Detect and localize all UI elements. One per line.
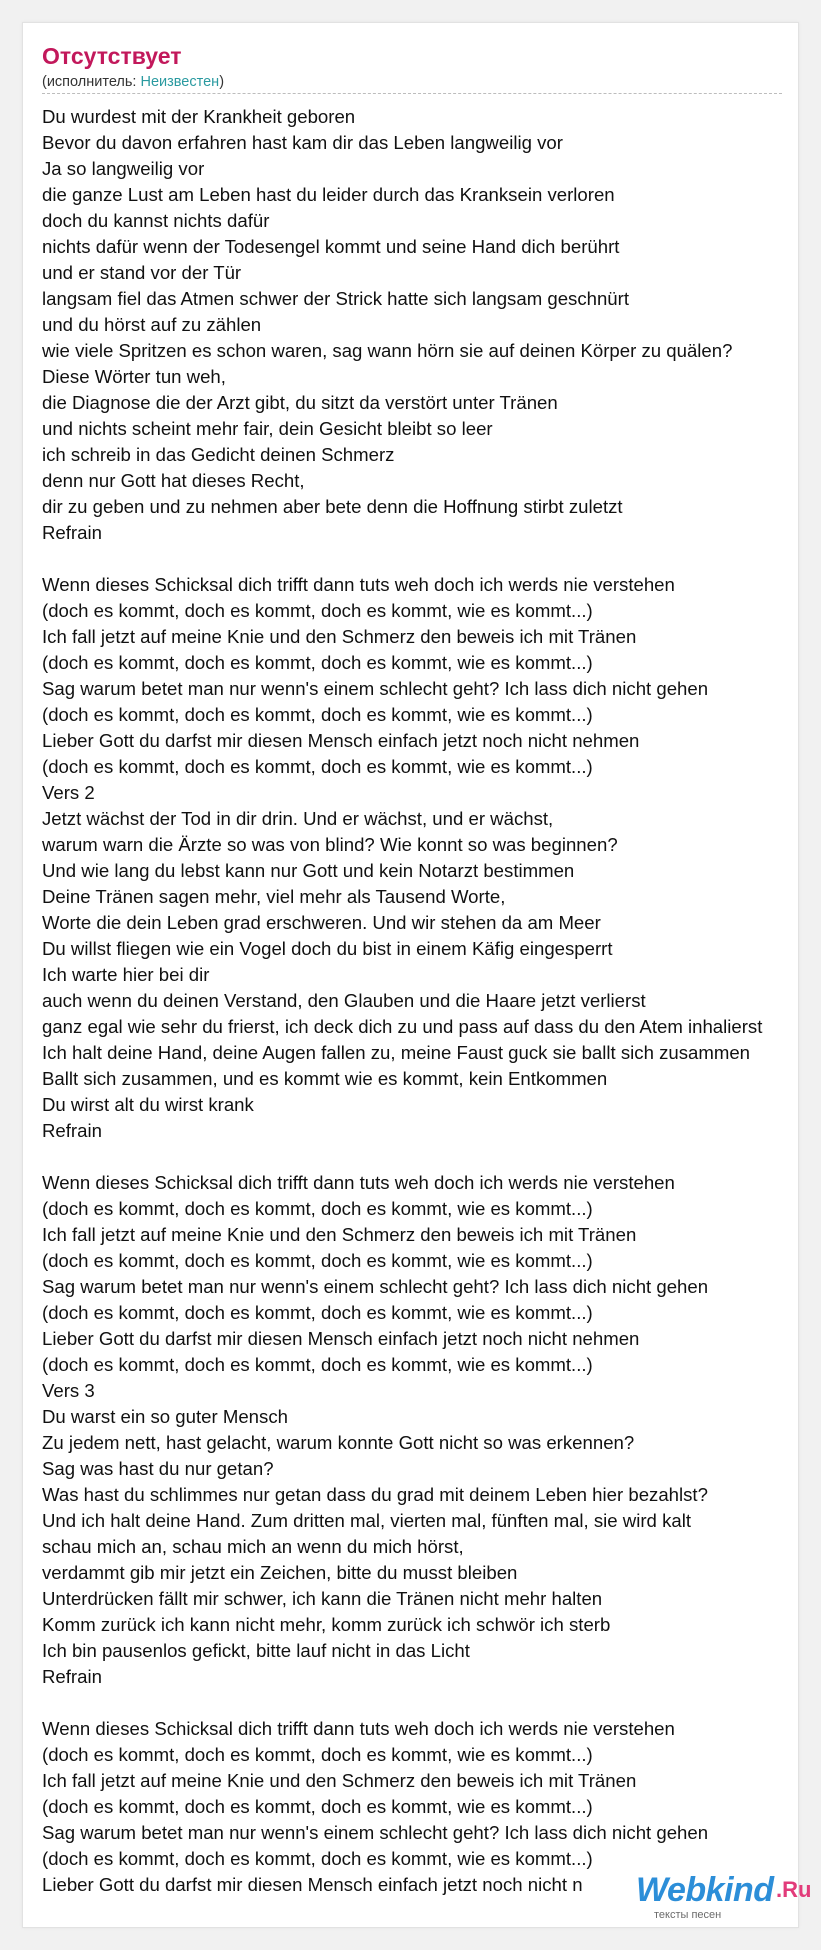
title-divider xyxy=(42,93,782,94)
lyric-line: wie viele Spritzen es schon waren, sag wann hörn sie auf deinen Körper zu quälen? xyxy=(42,340,733,361)
lyric-line: Refrain xyxy=(42,1120,102,1141)
song-title: Отсутствует xyxy=(42,43,182,69)
lyric-line: Komm zurück ich kann nicht mehr, komm zurück ich schwör ich sterb xyxy=(42,1614,611,1635)
lyric-line xyxy=(42,546,802,572)
lyric-line: Ich fall jetzt auf meine Knie und den Schmerz den beweis ich mit Tränen xyxy=(42,626,637,647)
lyric-line: ich schreib in das Gedicht deinen Schmerz xyxy=(42,444,395,465)
lyric-line: Du wurdest mit der Krankheit geboren xyxy=(42,106,356,127)
lyric-line: Was hast du schlimmes nur getan dass du grad mit deinem Leben hier bezahlst? xyxy=(42,1484,708,1505)
lyric-line: die Diagnose die der Arzt gibt, du sitzt da verstört unter Tränen xyxy=(42,392,558,413)
lyric-line: Du warst ein so guter Mensch xyxy=(42,1406,288,1427)
lyric-line: und du hörst auf zu zählen xyxy=(42,314,262,335)
lyric-line: Ich bin pausenlos gefickt, bitte lauf nicht in das Licht xyxy=(42,1640,470,1661)
artist-suffix: ) xyxy=(219,74,225,90)
lyric-line: Zu jedem nett, hast gelacht, warum konnte Gott nicht so was erkennen? xyxy=(42,1432,635,1453)
lyric-line: (doch es kommt, doch es kommt, doch es kommt, wie es kommt...) xyxy=(42,1848,593,1869)
lyric-line: Jetzt wächst der Tod in dir drin. Und er wächst, und er wächst, xyxy=(42,808,554,829)
logo-tagline: тексты песен xyxy=(654,1909,722,1921)
lyric-line: Du willst fliegen wie ein Vogel doch du bist in einem Käfig eingesperrt xyxy=(42,938,613,959)
lyric-line: Ich fall jetzt auf meine Knie und den Schmerz den beweis ich mit Tränen xyxy=(42,1770,637,1791)
lyric-line: Lieber Gott du darfst mir diesen Mensch einfach jetzt noch nicht nehmen xyxy=(42,1328,640,1349)
lyric-line: warum warn die Ärzte so was von blind? Wie konnt so was beginnen? xyxy=(42,834,618,855)
lyric-line: Lieber Gott du darfst mir diesen Mensch einfach jetzt noch nicht nehmen xyxy=(42,730,640,751)
lyric-line: Ich halt deine Hand, deine Augen fallen zu, meine Faust guck sie ballt sich zusammen xyxy=(42,1042,751,1063)
lyric-line: (doch es kommt, doch es kommt, doch es kommt, wie es kommt...) xyxy=(42,1796,593,1817)
lyric-line: denn nur Gott hat dieses Recht, xyxy=(42,470,305,491)
lyric-line: langsam fiel das Atmen schwer der Strick hatte sich langsam geschnürt xyxy=(42,288,630,309)
lyric-line: ganz egal wie sehr du frierst, ich deck dich zu und pass auf dass du den Atem inhalierst xyxy=(42,1016,763,1037)
lyric-line: Unterdrücken fällt mir schwer, ich kann die Tränen nicht mehr halten xyxy=(42,1588,603,1609)
lyric-line xyxy=(42,1690,802,1716)
lyric-line: Du wirst alt du wirst krank xyxy=(42,1094,254,1115)
lyric-line: Wenn dieses Schicksal dich trifft dann tuts weh doch ich werds nie verstehen xyxy=(42,574,675,595)
lyric-line: Sag warum betet man nur wenn's einem schlecht geht? Ich lass dich nicht gehen xyxy=(42,1276,709,1297)
lyric-line: Wenn dieses Schicksal dich trifft dann tuts weh doch ich werds nie verstehen xyxy=(42,1172,675,1193)
lyric-line: verdammt gib mir jetzt ein Zeichen, bitte du musst bleiben xyxy=(42,1562,518,1583)
lyric-line: doch du kannst nichts dafür xyxy=(42,210,270,231)
lyric-line: Vers 3 xyxy=(42,1380,95,1401)
lyric-line: (doch es kommt, doch es kommt, doch es kommt, wie es kommt...) xyxy=(42,652,593,673)
lyric-line: Und wie lang du lebst kann nur Gott und kein Notarzt bestimmen xyxy=(42,860,575,881)
lyric-line: (doch es kommt, doch es kommt, doch es kommt, wie es kommt...) xyxy=(42,1250,593,1271)
lyric-line: Deine Tränen sagen mehr, viel mehr als Tausend Worte, xyxy=(42,886,506,907)
lyric-line: Wenn dieses Schicksal dich trifft dann tuts weh doch ich werds nie verstehen xyxy=(42,1718,675,1739)
artist-prefix: (исполнитель: xyxy=(42,74,141,90)
logo-domain: .Ru xyxy=(776,1877,812,1902)
lyric-line: Bevor du davon erfahren hast kam dir das Leben langweilig vor xyxy=(42,132,563,153)
lyric-line: Ich fall jetzt auf meine Knie und den Schmerz den beweis ich mit Tränen xyxy=(42,1224,637,1245)
lyric-line xyxy=(42,1144,802,1170)
lyric-line: Lieber Gott du darfst mir diesen Mensch einfach jetzt noch nicht n xyxy=(42,1874,583,1895)
lyric-line: (doch es kommt, doch es kommt, doch es kommt, wie es kommt...) xyxy=(42,1354,593,1375)
lyric-line: Diese Wörter tun weh, xyxy=(42,366,226,387)
lyric-line: (doch es kommt, doch es kommt, doch es kommt, wie es kommt...) xyxy=(42,600,593,621)
webkind-logo[interactable] xyxy=(636,1871,812,1925)
lyric-line: Sag warum betet man nur wenn's einem schlecht geht? Ich lass dich nicht gehen xyxy=(42,1822,709,1843)
lyrics-text xyxy=(42,104,802,1898)
lyric-line: Vers 2 xyxy=(42,782,95,803)
lyric-line: Refrain xyxy=(42,1666,102,1687)
lyric-line: Worte die dein Leben grad erschweren. Und wir stehen da am Meer xyxy=(42,912,601,933)
lyric-line: Ja so langweilig vor xyxy=(42,158,205,179)
lyric-line: (doch es kommt, doch es kommt, doch es kommt, wie es kommt...) xyxy=(42,704,593,725)
lyric-line: Sag was hast du nur getan? xyxy=(42,1458,274,1479)
lyrics-card xyxy=(22,22,812,1928)
lyric-line: schau mich an, schau mich an wenn du mich hörst, xyxy=(42,1536,464,1557)
lyric-line: (doch es kommt, doch es kommt, doch es kommt, wie es kommt...) xyxy=(42,756,593,777)
lyric-line: Ballt sich zusammen, und es kommt wie es kommt, kein Entkommen xyxy=(42,1068,608,1089)
lyric-line: die ganze Lust am Leben hast du leider durch das Kranksein verloren xyxy=(42,184,615,205)
lyric-line: (doch es kommt, doch es kommt, doch es kommt, wie es kommt...) xyxy=(42,1302,593,1323)
lyric-line: (doch es kommt, doch es kommt, doch es kommt, wie es kommt...) xyxy=(42,1744,593,1765)
logo-wordmark: Webkind xyxy=(636,1871,774,1909)
lyric-line: Ich warte hier bei dir xyxy=(42,964,210,985)
lyric-line: und er stand vor der Tür xyxy=(42,262,242,283)
lyric-line: (doch es kommt, doch es kommt, doch es kommt, wie es kommt...) xyxy=(42,1198,593,1219)
lyric-line: Refrain xyxy=(42,522,102,543)
lyric-line: und nichts scheint mehr fair, dein Gesicht bleibt so leer xyxy=(42,418,493,439)
artist-link[interactable]: Неизвестен xyxy=(140,74,220,90)
lyric-line: auch wenn du deinen Verstand, den Glauben und die Haare jetzt verlierst xyxy=(42,990,646,1011)
artist-line xyxy=(42,74,224,90)
lyric-line: Und ich halt deine Hand. Zum dritten mal, vierten mal, fünften mal, sie wird kalt xyxy=(42,1510,692,1531)
lyric-line: nichts dafür wenn der Todesengel kommt und seine Hand dich berührt xyxy=(42,236,620,257)
lyric-line: dir zu geben und zu nehmen aber bete denn die Hoffnung stirbt zuletzt xyxy=(42,496,623,517)
lyric-line: Sag warum betet man nur wenn's einem schlecht geht? Ich lass dich nicht gehen xyxy=(42,678,709,699)
